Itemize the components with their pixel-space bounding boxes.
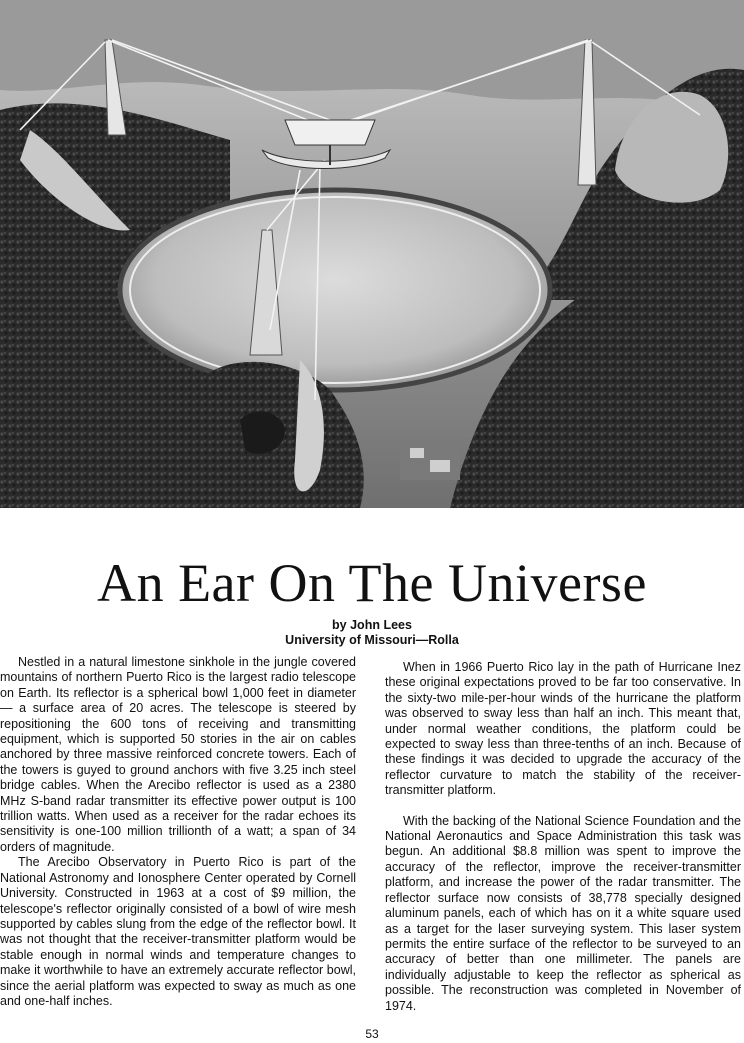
article-title: An Ear On The Universe (97, 553, 647, 613)
byline-block (0, 618, 744, 648)
author-affiliation: University of Missouri—Rolla (285, 633, 459, 647)
arecibo-telescope-photo (0, 0, 744, 508)
paragraph: With the backing of the National Science Foundation and the National Aeronautics and Space Administration this task was begun. An additional $8.8 million was spent to improve the accuracy of the reflector, improve the receiver-transmitter platform, and increase the power of the radar transmitter. The reflector surface now consists of 38,778 specially designed aluminum panels, each of which has on it a white square used as a target for the laser surveying system. This laser system permits the entire surface of the reflector to be surveyed to an accuracy of better than one millimeter. The panels are individually adjustable to keep the reflector as spherical as possible. The reconstruction was completed in November of 1974. (385, 813, 741, 1013)
author-byline: by John Lees (332, 618, 412, 632)
right-column (385, 660, 741, 1014)
paragraph: Nestled in a natural limestone sinkhole in the jungle covered mountains of northern Puerto Rico is the largest radio telescope on Earth. Its reflector is a spherical bowl 1,000 feet in diameter — a surface area of 20 acres. The telescope is steered by repositioning the 600 tons of receiving and transmitting equipment, which is supported 50 stories in the air on cables anchored by three massive reinforced concrete towers. Each of the towers is guyed to ground anchors with five 3.25 inch steel bridge cables. When the Arecibo reflector is used as a 2380 MHz S-band radar transmitter its effective power output is 100 trillion watts. When used as a receiver for the radar echoes its sensitivity is one-100 million trillionth of a watt; a span of 34 orders of magnitude. (0, 655, 356, 854)
left-column (0, 655, 356, 1009)
paragraph: The Arecibo Observatory in Puerto Rico is part of the National Astronomy and Ionosphere Center operated by Cornell University. Constructed in 1963 at a cost of $9 million, the telescope's reflector originally consisted of a bowl of wire mesh supported by cables slung from the edge of the reflector bowl. It was not thought that the receiver-transmitter platform would be stable enough in normal winds and temperature changes to make it worthwhile to have an extremely accurate reflector bowl, since the aerial platform was expected to sway as much as one and one-half inches. (0, 855, 356, 1008)
paragraph: When in 1966 Puerto Rico lay in the path of Hurricane Inez these original expectations proved to be far too conservative. In the sixty-two mile-per-hour winds of the hurricane the platform was observed to sway less than half an inch. This meant that, under normal weather conditions, the platform could be expected to sway less than three-tenths of an inch. Because of these findings it was decided to upgrade the accuracy of the reflector curvature to match the stability of the receiver-transmitter platform. (385, 660, 741, 798)
page-number: 53 (365, 1027, 379, 1041)
